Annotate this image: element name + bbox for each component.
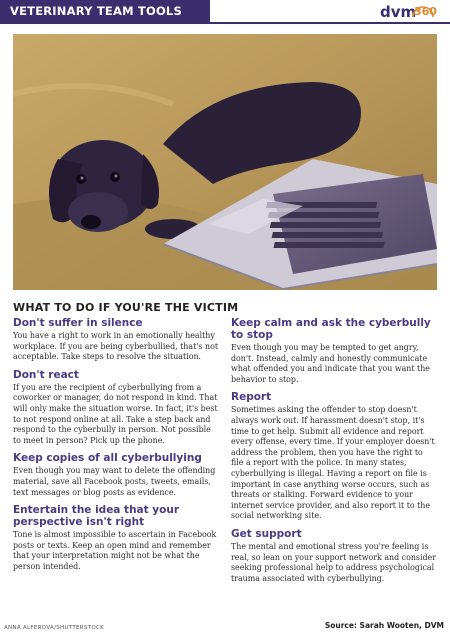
logo-number: 360 xyxy=(414,5,437,18)
tip-heading: Don't react xyxy=(13,368,79,381)
dog-laptop-illustration xyxy=(13,34,437,290)
header-bar xyxy=(0,0,450,26)
tip-body: Even though you may want to delete the offending material, save all Facebook posts, tweets, emails, text messages or blog posts as evidence. xyxy=(13,466,216,497)
header-rule xyxy=(0,22,450,24)
tip-heading: Get support xyxy=(231,527,302,540)
right-column xyxy=(231,317,437,590)
tip-item xyxy=(13,452,219,498)
tip-heading: Entertain the idea that your perspective isn't right xyxy=(13,504,180,529)
left-column xyxy=(13,317,219,579)
section-title: WHAT TO DO IF YOU'RE THE VICTIM xyxy=(13,301,239,314)
section-banner: VETERINARY TEAM TOOLS xyxy=(0,0,210,22)
tip-heading: Keep calm and ask the cyberbully to stop xyxy=(231,317,431,341)
tip-item xyxy=(231,317,437,385)
dvm360-logo xyxy=(380,2,442,22)
logo-text: dvm xyxy=(380,3,417,21)
tip-body: The mental and emotional stress you're feeling is real, so lean on your support network and consider seeking professional help to address psychological trauma associated with cyberbullying. xyxy=(231,541,436,583)
tip-item xyxy=(231,391,437,522)
photo-credit: ANNA ALFEROVA/SHUTTERSTOCK xyxy=(4,625,105,631)
tip-heading: Don't suffer in silence xyxy=(13,317,143,329)
tip-heading: Keep copies of all cyberbullying xyxy=(13,452,202,465)
tip-item xyxy=(13,504,219,572)
tip-heading: Report xyxy=(231,391,272,404)
tip-body: Sometimes asking the offender to stop doesn't always work out. If harassment doesn't stop, it's time to get help. Submit all evidence and report every offense, every time. If your employer doesn't address the problem, then you have the right to file a report with the police. In many states, cyberbullying is illegal. Having a report on file is important in case anything worse occurs, such as threats or stalking. Forward evidence to your internet service provider, and also report it to the social networking site. xyxy=(231,405,435,521)
tip-body: Tone is almost impossible to ascertain in Facebook posts or texts. Keep an open mind and remember that your interpretation might not be what the person intended. xyxy=(13,530,217,571)
tip-item xyxy=(13,317,219,363)
tip-body: You have a right to work in an emotionally healthy workplace. If you are being cyberbullied, that's not acceptable. Take steps to resolve the situation. xyxy=(13,331,218,362)
source-line: Source: Sarah Wooten, DVM xyxy=(324,621,444,630)
tip-item xyxy=(13,369,219,447)
tip-item xyxy=(231,528,437,584)
tip-body: If you are the recipient of cyberbullying from a coworker or manager, do not respond in kind. That will only make the situation worse. In fact, it's best to not respond online at all. Take a step back and respond to the cyberbully in person. Not possible to meet in person? Pick up the phone. xyxy=(13,382,218,445)
tip-body: Even though you may be tempted to get angry, don't. Instead, calmly and honestly communicate what offended you and indicate that you want the behavior to stop. xyxy=(231,343,430,384)
dog-laptop-photo xyxy=(13,34,437,290)
